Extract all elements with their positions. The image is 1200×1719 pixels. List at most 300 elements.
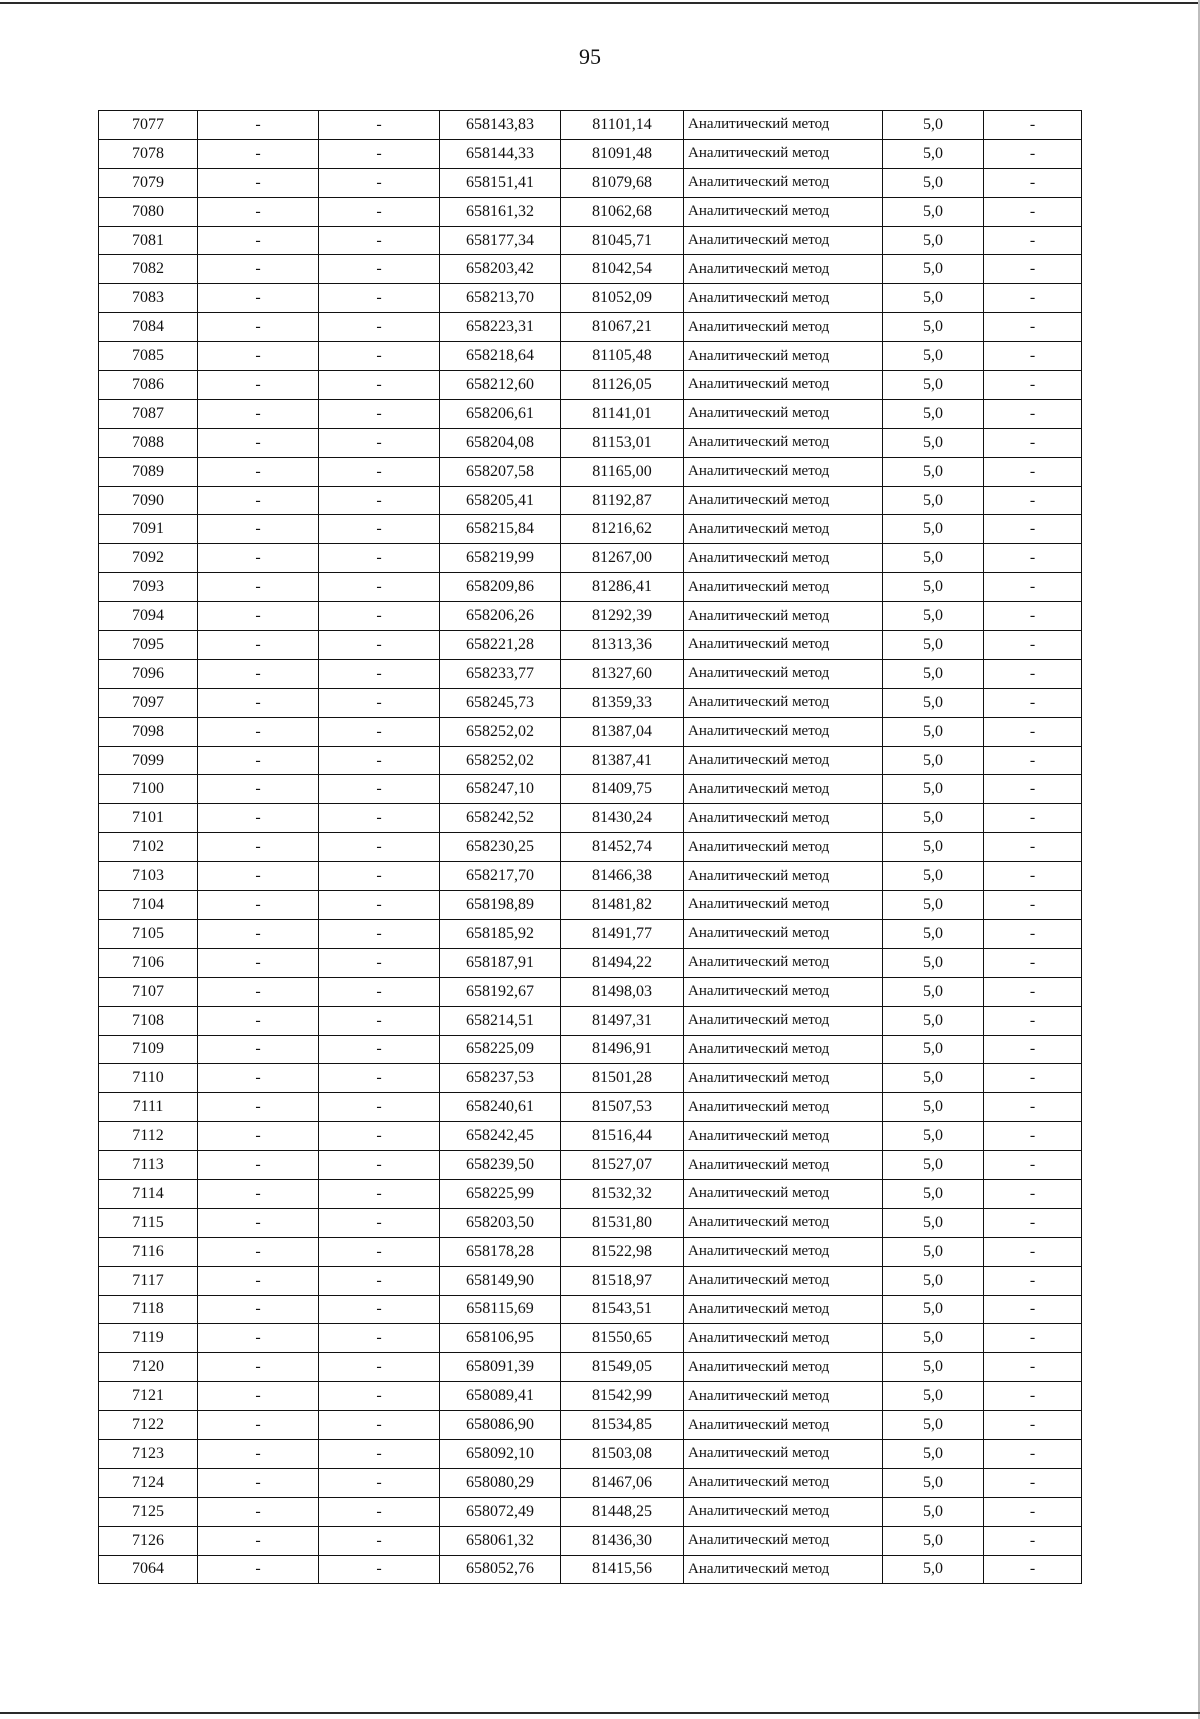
cell-point-number: 7096: [99, 659, 198, 688]
cell-description: -: [984, 1208, 1082, 1237]
cell-new-x: 658240,61: [440, 1093, 561, 1122]
cell-method: Аналитический метод: [684, 168, 883, 197]
cell-point-number: 7112: [99, 1122, 198, 1151]
table-row: [99, 1411, 1082, 1440]
cell-method: Аналитический метод: [684, 1526, 883, 1555]
cell-accuracy: 5,0: [883, 804, 984, 833]
cell-old-x: -: [198, 804, 319, 833]
cell-point-number: 7107: [99, 977, 198, 1006]
cell-accuracy: 5,0: [883, 1295, 984, 1324]
cell-accuracy: 5,0: [883, 313, 984, 342]
cell-point-number: 7106: [99, 948, 198, 977]
cell-method: Аналитический метод: [684, 717, 883, 746]
cell-old-x: -: [198, 602, 319, 631]
table-row: [99, 1064, 1082, 1093]
cell-accuracy: 5,0: [883, 1064, 984, 1093]
table-row: [99, 631, 1082, 660]
cell-point-number: 7104: [99, 891, 198, 920]
cell-accuracy: 5,0: [883, 948, 984, 977]
cell-old-x: -: [198, 226, 319, 255]
cell-new-x: 658192,67: [440, 977, 561, 1006]
cell-point-number: 7097: [99, 688, 198, 717]
cell-old-y: -: [319, 891, 440, 920]
cell-new-x: 658205,41: [440, 486, 561, 515]
cell-old-x: -: [198, 688, 319, 717]
cell-description: -: [984, 1035, 1082, 1064]
cell-accuracy: 5,0: [883, 688, 984, 717]
cell-old-x: -: [198, 168, 319, 197]
cell-new-x: 658219,99: [440, 544, 561, 573]
table-row: [99, 1439, 1082, 1468]
cell-old-x: -: [198, 139, 319, 168]
cell-new-y: 81430,24: [561, 804, 684, 833]
cell-accuracy: 5,0: [883, 1006, 984, 1035]
cell-accuracy: 5,0: [883, 255, 984, 284]
cell-method: Аналитический метод: [684, 1064, 883, 1093]
cell-old-y: -: [319, 544, 440, 573]
cell-description: -: [984, 919, 1082, 948]
cell-old-y: -: [319, 1179, 440, 1208]
cell-description: -: [984, 1555, 1082, 1584]
cell-point-number: 7085: [99, 342, 198, 371]
page-number: 95: [579, 44, 601, 69]
cell-accuracy: 5,0: [883, 1555, 984, 1584]
cell-point-number: 7094: [99, 602, 198, 631]
cell-old-y: -: [319, 833, 440, 862]
cell-point-number: 7098: [99, 717, 198, 746]
cell-accuracy: 5,0: [883, 1497, 984, 1526]
cell-method: Аналитический метод: [684, 544, 883, 573]
cell-new-x: 658245,73: [440, 688, 561, 717]
cell-old-x: -: [198, 833, 319, 862]
cell-new-y: 81491,77: [561, 919, 684, 948]
cell-new-y: 81387,04: [561, 717, 684, 746]
table-row: [99, 1468, 1082, 1497]
cell-description: -: [984, 717, 1082, 746]
cell-new-x: 658203,50: [440, 1208, 561, 1237]
cell-new-x: 658209,86: [440, 573, 561, 602]
table-row: [99, 688, 1082, 717]
cell-new-y: 81496,91: [561, 1035, 684, 1064]
cell-new-y: 81531,80: [561, 1208, 684, 1237]
scan-border-top: [0, 2, 1200, 4]
cell-old-y: -: [319, 1266, 440, 1295]
cell-old-x: -: [198, 1468, 319, 1497]
table-row: [99, 544, 1082, 573]
cell-new-y: 81292,39: [561, 602, 684, 631]
cell-old-y: -: [319, 688, 440, 717]
cell-method: Аналитический метод: [684, 284, 883, 313]
cell-point-number: 7101: [99, 804, 198, 833]
cell-description: -: [984, 197, 1082, 226]
cell-old-y: -: [319, 1006, 440, 1035]
cell-accuracy: 5,0: [883, 428, 984, 457]
cell-new-x: 658151,41: [440, 168, 561, 197]
table-row: [99, 746, 1082, 775]
cell-old-y: -: [319, 573, 440, 602]
cell-old-y: -: [319, 457, 440, 486]
cell-accuracy: 5,0: [883, 775, 984, 804]
cell-accuracy: 5,0: [883, 602, 984, 631]
table-row: [99, 1122, 1082, 1151]
cell-method: Аналитический метод: [684, 515, 883, 544]
cell-old-y: -: [319, 602, 440, 631]
cell-old-x: -: [198, 1151, 319, 1180]
cell-new-y: 81045,71: [561, 226, 684, 255]
cell-description: -: [984, 1122, 1082, 1151]
cell-old-y: -: [319, 371, 440, 400]
cell-method: Аналитический метод: [684, 1468, 883, 1497]
cell-point-number: 7099: [99, 746, 198, 775]
cell-method: Аналитический метод: [684, 1151, 883, 1180]
cell-new-y: 81359,33: [561, 688, 684, 717]
cell-new-y: 81042,54: [561, 255, 684, 284]
cell-old-x: -: [198, 1526, 319, 1555]
cell-accuracy: 5,0: [883, 139, 984, 168]
cell-new-x: 658213,70: [440, 284, 561, 313]
cell-method: Аналитический метод: [684, 977, 883, 1006]
cell-new-x: 658115,69: [440, 1295, 561, 1324]
cell-new-y: 81105,48: [561, 342, 684, 371]
table-row: [99, 1208, 1082, 1237]
cell-new-x: 658072,49: [440, 1497, 561, 1526]
cell-new-x: 658225,09: [440, 1035, 561, 1064]
cell-new-y: 81549,05: [561, 1353, 684, 1382]
table-row: [99, 1035, 1082, 1064]
table-row: [99, 1266, 1082, 1295]
cell-method: Аналитический метод: [684, 1266, 883, 1295]
cell-point-number: 7078: [99, 139, 198, 168]
cell-old-y: -: [319, 1468, 440, 1497]
cell-old-x: -: [198, 862, 319, 891]
cell-description: -: [984, 977, 1082, 1006]
cell-point-number: 7110: [99, 1064, 198, 1093]
cell-old-x: -: [198, 1093, 319, 1122]
cell-old-y: -: [319, 226, 440, 255]
cell-point-number: 7124: [99, 1468, 198, 1497]
cell-old-y: -: [319, 139, 440, 168]
cell-new-y: 81091,48: [561, 139, 684, 168]
cell-method: Аналитический метод: [684, 399, 883, 428]
cell-description: -: [984, 1006, 1082, 1035]
cell-old-y: -: [319, 1439, 440, 1468]
cell-method: Аналитический метод: [684, 255, 883, 284]
table-row: [99, 168, 1082, 197]
cell-accuracy: 5,0: [883, 833, 984, 862]
cell-new-y: 81467,06: [561, 1468, 684, 1497]
cell-new-y: 81067,21: [561, 313, 684, 342]
table-row: [99, 1295, 1082, 1324]
table-row: [99, 775, 1082, 804]
cell-old-y: -: [319, 255, 440, 284]
cell-method: Аналитический метод: [684, 139, 883, 168]
cell-point-number: 7087: [99, 399, 198, 428]
cell-new-x: 658086,90: [440, 1411, 561, 1440]
cell-new-x: 658242,52: [440, 804, 561, 833]
table-row: [99, 659, 1082, 688]
cell-new-x: 658149,90: [440, 1266, 561, 1295]
cell-point-number: 7126: [99, 1526, 198, 1555]
cell-accuracy: 5,0: [883, 1237, 984, 1266]
cell-point-number: 7091: [99, 515, 198, 544]
cell-old-y: -: [319, 1382, 440, 1411]
cell-point-number: 7084: [99, 313, 198, 342]
cell-accuracy: 5,0: [883, 862, 984, 891]
cell-old-x: -: [198, 399, 319, 428]
cell-old-y: -: [319, 1035, 440, 1064]
cell-description: -: [984, 139, 1082, 168]
cell-new-y: 81313,36: [561, 631, 684, 660]
cell-accuracy: 5,0: [883, 1324, 984, 1353]
cell-old-x: -: [198, 1179, 319, 1208]
cell-point-number: 7064: [99, 1555, 198, 1584]
cell-old-y: -: [319, 111, 440, 140]
cell-description: -: [984, 284, 1082, 313]
table-row: [99, 226, 1082, 255]
cell-new-y: 81534,85: [561, 1411, 684, 1440]
table-row: [99, 139, 1082, 168]
cell-new-y: 81527,07: [561, 1151, 684, 1180]
cell-old-y: -: [319, 746, 440, 775]
cell-method: Аналитический метод: [684, 919, 883, 948]
cell-accuracy: 5,0: [883, 659, 984, 688]
cell-point-number: 7102: [99, 833, 198, 862]
cell-old-y: -: [319, 284, 440, 313]
cell-old-y: -: [319, 486, 440, 515]
cell-old-x: -: [198, 573, 319, 602]
cell-point-number: 7120: [99, 1353, 198, 1382]
cell-old-y: -: [319, 1237, 440, 1266]
cell-accuracy: 5,0: [883, 1526, 984, 1555]
cell-accuracy: 5,0: [883, 197, 984, 226]
cell-description: -: [984, 775, 1082, 804]
cell-old-y: -: [319, 919, 440, 948]
table-row: [99, 1382, 1082, 1411]
cell-old-x: -: [198, 1064, 319, 1093]
cell-old-y: -: [319, 1093, 440, 1122]
cell-new-y: 81501,28: [561, 1064, 684, 1093]
cell-point-number: 7080: [99, 197, 198, 226]
cell-accuracy: 5,0: [883, 977, 984, 1006]
cell-description: -: [984, 602, 1082, 631]
cell-new-x: 658206,61: [440, 399, 561, 428]
cell-new-x: 658207,58: [440, 457, 561, 486]
cell-description: -: [984, 688, 1082, 717]
cell-description: -: [984, 515, 1082, 544]
cell-new-y: 81192,87: [561, 486, 684, 515]
cell-accuracy: 5,0: [883, 746, 984, 775]
cell-old-x: -: [198, 1035, 319, 1064]
cell-description: -: [984, 486, 1082, 515]
cell-old-x: -: [198, 313, 319, 342]
table-row: [99, 1006, 1082, 1035]
table-row: [99, 602, 1082, 631]
cell-point-number: 7103: [99, 862, 198, 891]
cell-point-number: 7109: [99, 1035, 198, 1064]
cell-point-number: 7088: [99, 428, 198, 457]
cell-point-number: 7105: [99, 919, 198, 948]
cell-old-y: -: [319, 428, 440, 457]
cell-old-x: -: [198, 197, 319, 226]
cell-method: Аналитический метод: [684, 804, 883, 833]
cell-new-x: 658230,25: [440, 833, 561, 862]
cell-point-number: 7086: [99, 371, 198, 400]
cell-method: Аналитический метод: [684, 226, 883, 255]
cell-old-y: -: [319, 515, 440, 544]
cell-point-number: 7108: [99, 1006, 198, 1035]
table-row: [99, 1497, 1082, 1526]
cell-method: Аналитический метод: [684, 891, 883, 920]
cell-new-y: 81409,75: [561, 775, 684, 804]
table-row: [99, 1353, 1082, 1382]
cell-old-x: -: [198, 457, 319, 486]
table-row: [99, 573, 1082, 602]
table-row: [99, 197, 1082, 226]
cell-old-x: -: [198, 1411, 319, 1440]
cell-new-x: 658080,29: [440, 1468, 561, 1497]
cell-accuracy: 5,0: [883, 457, 984, 486]
cell-accuracy: 5,0: [883, 919, 984, 948]
cell-point-number: 7117: [99, 1266, 198, 1295]
cell-method: Аналитический метод: [684, 688, 883, 717]
cell-new-y: 81452,74: [561, 833, 684, 862]
cell-old-y: -: [319, 1122, 440, 1151]
cell-new-x: 658204,08: [440, 428, 561, 457]
cell-new-y: 81267,00: [561, 544, 684, 573]
cell-old-x: -: [198, 111, 319, 140]
cell-old-y: -: [319, 1295, 440, 1324]
table-row: [99, 862, 1082, 891]
cell-old-y: -: [319, 862, 440, 891]
cell-new-y: 81286,41: [561, 573, 684, 602]
cell-method: Аналитический метод: [684, 371, 883, 400]
cell-old-x: -: [198, 1439, 319, 1468]
cell-old-y: -: [319, 631, 440, 660]
cell-new-y: 81494,22: [561, 948, 684, 977]
cell-old-x: -: [198, 746, 319, 775]
table-row: [99, 1324, 1082, 1353]
cell-method: Аналитический метод: [684, 313, 883, 342]
cell-new-y: 81052,09: [561, 284, 684, 313]
cell-new-x: 658187,91: [440, 948, 561, 977]
cell-accuracy: 5,0: [883, 1151, 984, 1180]
cell-accuracy: 5,0: [883, 226, 984, 255]
table-row: [99, 1179, 1082, 1208]
cell-point-number: 7077: [99, 111, 198, 140]
cell-accuracy: 5,0: [883, 573, 984, 602]
cell-old-x: -: [198, 717, 319, 746]
cell-method: Аналитический метод: [684, 948, 883, 977]
cell-point-number: 7093: [99, 573, 198, 602]
cell-method: Аналитический метод: [684, 1439, 883, 1468]
table-row: [99, 399, 1082, 428]
table-row: [99, 1555, 1082, 1584]
cell-accuracy: 5,0: [883, 342, 984, 371]
cell-new-x: 658237,53: [440, 1064, 561, 1093]
cell-new-x: 658178,28: [440, 1237, 561, 1266]
cell-accuracy: 5,0: [883, 111, 984, 140]
cell-method: Аналитический метод: [684, 746, 883, 775]
cell-accuracy: 5,0: [883, 1266, 984, 1295]
cell-description: -: [984, 948, 1082, 977]
cell-accuracy: 5,0: [883, 1208, 984, 1237]
cell-new-y: 81522,98: [561, 1237, 684, 1266]
cell-description: -: [984, 573, 1082, 602]
cell-accuracy: 5,0: [883, 631, 984, 660]
table-row: [99, 1093, 1082, 1122]
cell-point-number: 7083: [99, 284, 198, 313]
cell-method: Аналитический метод: [684, 1555, 883, 1584]
cell-method: Аналитический метод: [684, 428, 883, 457]
cell-new-x: 658206,26: [440, 602, 561, 631]
cell-new-x: 658177,34: [440, 226, 561, 255]
cell-point-number: 7092: [99, 544, 198, 573]
cell-description: -: [984, 1353, 1082, 1382]
cell-new-x: 658185,92: [440, 919, 561, 948]
table-row: [99, 977, 1082, 1006]
cell-new-y: 81126,05: [561, 371, 684, 400]
table-row: [99, 919, 1082, 948]
cell-old-x: -: [198, 1006, 319, 1035]
cell-accuracy: 5,0: [883, 544, 984, 573]
cell-description: -: [984, 111, 1082, 140]
table-row: [99, 948, 1082, 977]
cell-method: Аналитический метод: [684, 1006, 883, 1035]
cell-accuracy: 5,0: [883, 371, 984, 400]
coordinates-table: [98, 110, 1082, 1584]
cell-accuracy: 5,0: [883, 168, 984, 197]
table-row: [99, 833, 1082, 862]
cell-old-x: -: [198, 631, 319, 660]
cell-old-x: -: [198, 1555, 319, 1584]
cell-old-x: -: [198, 284, 319, 313]
cell-new-y: 81101,14: [561, 111, 684, 140]
cell-method: Аналитический метод: [684, 1093, 883, 1122]
cell-description: -: [984, 371, 1082, 400]
cell-old-y: -: [319, 1064, 440, 1093]
cell-description: -: [984, 1497, 1082, 1526]
cell-old-y: -: [319, 1555, 440, 1584]
cell-new-y: 81387,41: [561, 746, 684, 775]
cell-description: -: [984, 1151, 1082, 1180]
cell-new-x: 658161,32: [440, 197, 561, 226]
cell-old-x: -: [198, 1208, 319, 1237]
cell-new-y: 81507,53: [561, 1093, 684, 1122]
cell-description: -: [984, 168, 1082, 197]
cell-description: -: [984, 659, 1082, 688]
cell-new-y: 81153,01: [561, 428, 684, 457]
cell-old-x: -: [198, 1266, 319, 1295]
cell-method: Аналитический метод: [684, 1353, 883, 1382]
cell-accuracy: 5,0: [883, 1411, 984, 1440]
table-row: [99, 255, 1082, 284]
cell-description: -: [984, 1526, 1082, 1555]
cell-new-x: 658218,64: [440, 342, 561, 371]
cell-new-y: 81481,82: [561, 891, 684, 920]
cell-description: -: [984, 428, 1082, 457]
cell-description: -: [984, 342, 1082, 371]
cell-old-x: -: [198, 1353, 319, 1382]
cell-description: -: [984, 1439, 1082, 1468]
cell-old-y: -: [319, 977, 440, 1006]
cell-new-x: 658092,10: [440, 1439, 561, 1468]
cell-description: -: [984, 226, 1082, 255]
cell-method: Аналитический метод: [684, 602, 883, 631]
cell-new-y: 81543,51: [561, 1295, 684, 1324]
cell-new-y: 81532,32: [561, 1179, 684, 1208]
cell-method: Аналитический метод: [684, 1035, 883, 1064]
cell-accuracy: 5,0: [883, 1122, 984, 1151]
